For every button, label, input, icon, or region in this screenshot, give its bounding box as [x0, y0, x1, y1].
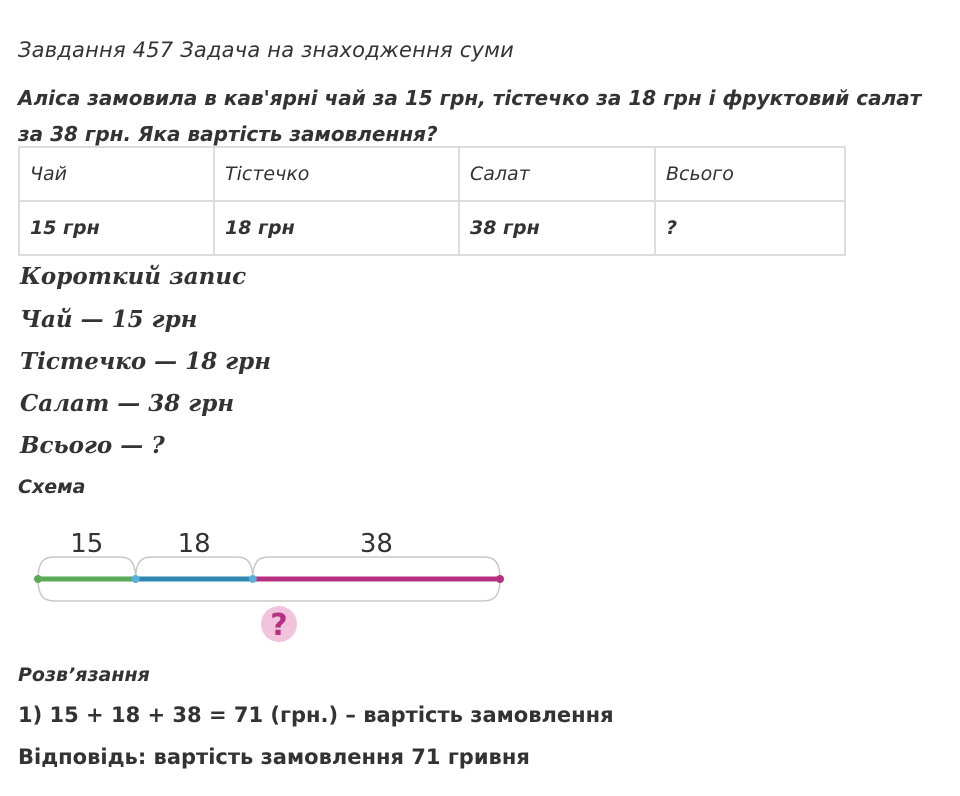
short-record-line: Всього — ? — [20, 432, 165, 459]
scheme-diagram — [18, 520, 538, 650]
table-header-row — [19, 147, 845, 201]
segment-brace — [253, 557, 500, 579]
task-title: Завдання 457 Задача на знаходження суми — [18, 38, 514, 62]
table-header-cell: Салат — [459, 147, 655, 201]
unknown-mark: ? — [270, 608, 288, 643]
answer-text: Відповідь: вартість замовлення 71 гривня — [18, 745, 530, 769]
segment-label: 15 — [70, 529, 104, 559]
scheme-svg — [18, 520, 538, 650]
segment-brace — [38, 557, 136, 579]
table-cell: 18 грн — [214, 201, 459, 255]
table-cell: ? — [655, 201, 845, 255]
segment-endpoint — [249, 575, 257, 583]
short-record-line: Тістечко — 18 грн — [20, 348, 271, 375]
table-cell: 15 грн — [19, 201, 214, 255]
segment-endpoint — [496, 575, 504, 583]
short-record-heading: Короткий запис — [20, 263, 247, 290]
scheme-heading: Схема — [18, 476, 86, 498]
segment-endpoint — [34, 575, 42, 583]
total-brace — [38, 579, 500, 601]
solution-step: 1) 15 + 18 + 38 = 71 (грн.) – вартість замовлення — [18, 703, 614, 727]
table-header-cell: Всього — [655, 147, 845, 201]
problem-text: Аліса замовила в кав'ярні чай за 15 грн, тістечко за 18 грн і фруктовий салат за 38 грн. Яка вартість замовлення? — [18, 86, 922, 146]
table-row — [19, 201, 845, 255]
solution-heading: Розв’язання — [18, 664, 150, 686]
table-header-cell: Чай — [19, 147, 214, 201]
segment-label: 18 — [177, 529, 211, 559]
table-header-cell: Тістечко — [214, 147, 459, 201]
table-cell: 38 грн — [459, 201, 655, 255]
data-table — [18, 146, 846, 256]
segment-label: 38 — [359, 529, 393, 559]
short-record-line: Салат — 38 грн — [20, 390, 235, 417]
segment-endpoint — [132, 575, 140, 583]
segment-brace — [136, 557, 253, 579]
short-record-line: Чай — 15 грн — [20, 306, 198, 333]
